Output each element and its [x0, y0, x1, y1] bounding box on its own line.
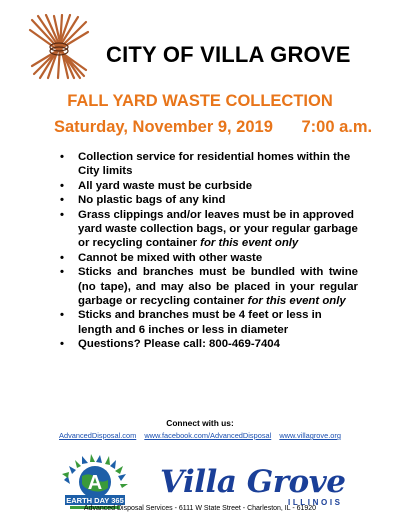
list-item: • Questions? Please call: 800-469-7404	[58, 337, 358, 351]
list-item: • Grass clippings and/or leaves must be in approved yard waste collection bags, or your regular garbage or recycling container for this event only	[58, 208, 358, 251]
list-item: • Collection service for residential homes within the City limits	[58, 150, 358, 179]
list-item: • No plastic bags of any kind	[58, 193, 358, 207]
connect-heading: Connect with us:	[166, 418, 234, 428]
link-advanced-disposal[interactable]: AdvancedDisposal.com	[59, 431, 137, 440]
event-date-line	[54, 118, 372, 137]
link-villa-grove[interactable]: www.villagrove.org	[279, 431, 341, 440]
footer-address: Advanced Disposal Services - 6111 W State Street - Charleston, IL - 61920	[83, 505, 317, 512]
sticks-bundle-icon	[28, 14, 90, 80]
villa-grove-state: ILLINOIS	[288, 498, 343, 507]
social-links	[0, 431, 400, 440]
link-facebook[interactable]: www.facebook.com/AdvancedDisposal	[144, 431, 272, 440]
list-item: • Cannot be mixed with other waste	[58, 251, 358, 265]
villa-grove-logo-text: Villa Grove	[160, 464, 346, 500]
event-date: Saturday, November 9, 2019	[54, 118, 273, 136]
city-title: CITY OF VILLA GROVE	[106, 42, 351, 67]
earth-day-label: EARTH DAY 365	[66, 496, 124, 505]
event-time: 7:00 a.m.	[301, 118, 373, 136]
rules-list	[58, 150, 358, 352]
earth-day-logo	[60, 454, 130, 510]
list-item: • Sticks and branches must be bundled with twine (no tape), and may also be placed in your regular garbage or recycling container for this event only	[58, 265, 358, 308]
list-item: • All yard waste must be curbside	[58, 179, 358, 193]
event-title: FALL YARD WASTE COLLECTION	[67, 92, 333, 110]
villa-grove-logo	[150, 464, 350, 508]
earth-day-letter: A	[87, 472, 103, 494]
list-item: • Sticks and branches must be 4 feet or less in length and 6 inches or less in diameter	[58, 308, 358, 337]
